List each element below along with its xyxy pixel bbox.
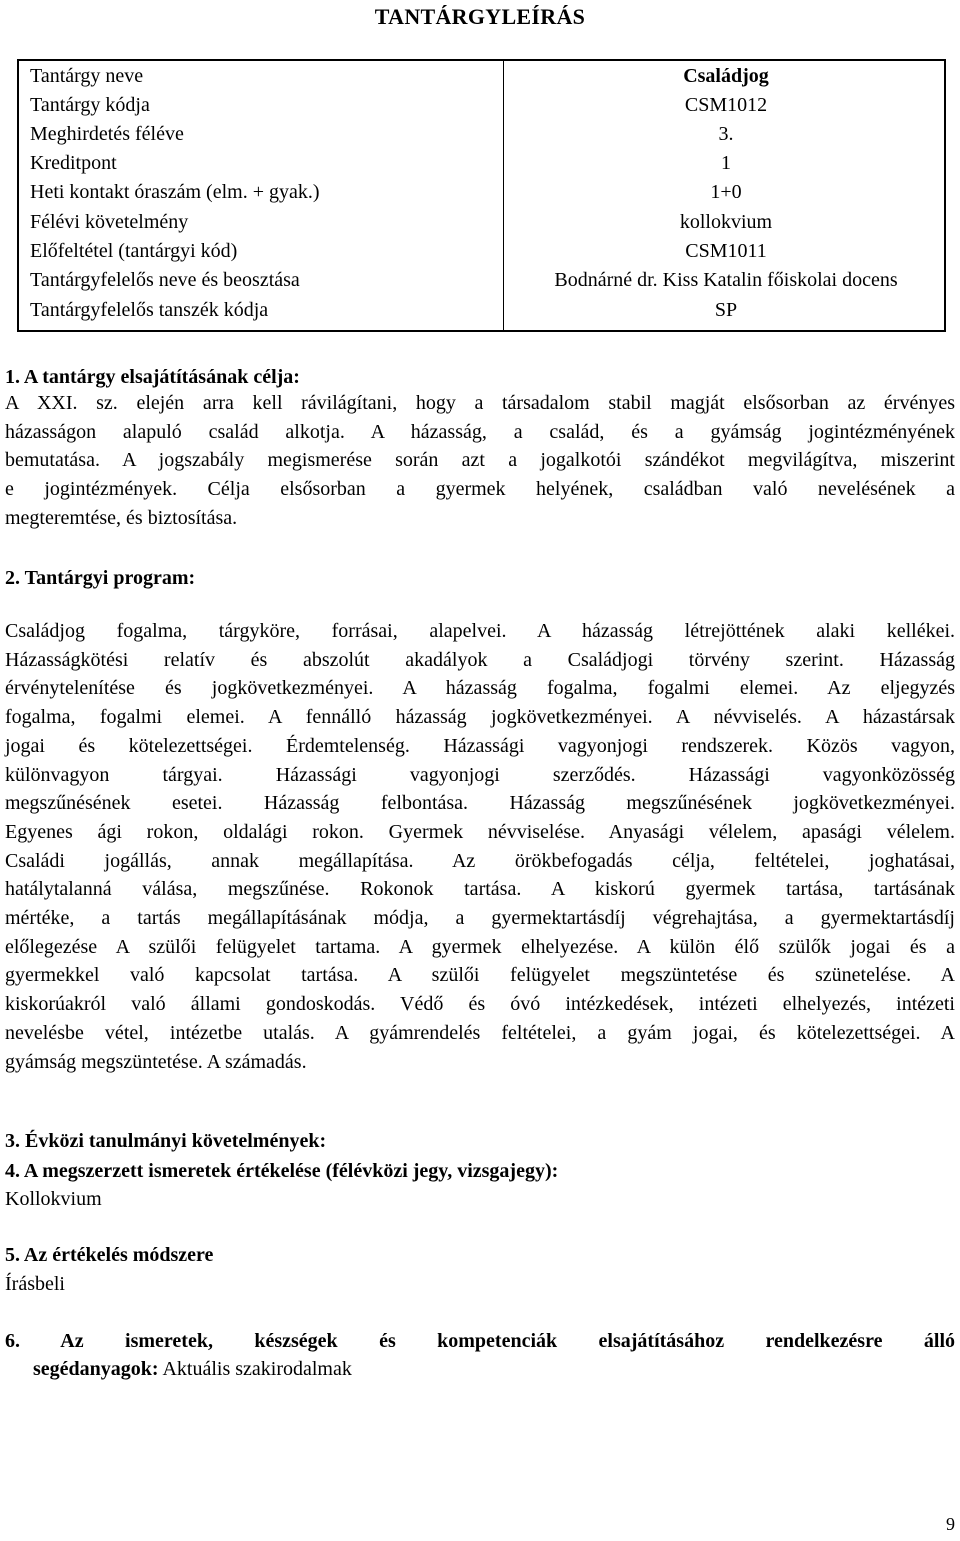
text-line: Egyenes ági rokon, oldalági rokon. Gyermek névviselése. Anyasági vélelem, apasági vélelem. [5,820,955,843]
text-line: jogai és kötelezettségei. Érdemtelenség. Házassági vagyonjogi rendszerek. Közös vagyon, [5,734,955,757]
table-row [19,266,944,295]
table-row [19,178,944,207]
row-label: Tantárgyfelelős neve és beosztása [30,269,300,291]
table-row [19,237,944,266]
text-line: különvagyon tárgyai. Házassági vagyonjogi szerződés. Házassági vagyonközösség [5,763,955,786]
section-5-text: Írásbeli [5,1273,65,1295]
section-1-heading: 1. A tantárgy elsajátításának célja: [5,366,300,388]
text-line: megszűnésének esetei. Házasság felbontása. Házasság megszűnésének jogkövetkezményei. [5,792,955,815]
row-label: Meghirdetés féléve [30,123,184,145]
section-6 [5,1327,955,1383]
row-label: Tantárgy kódja [30,94,150,116]
section-5-heading: 5. Az értékelés módszere [5,1244,214,1266]
table-row [19,296,944,325]
text-line: mértéke, a tartás megállapításának módja, a gyermektartásdíj végrehajtása, a gyermektartásdíj [5,907,955,930]
section-6-heading: 6. Az ismeretek, készségek és kompetenciák elsajátításához rendelkezésre álló [5,1330,955,1352]
row-label: Tantárgyfelelős tanszék kódja [30,299,269,321]
row-label: Félévi követelmény [30,211,189,233]
text-line: Családjog fogalma, tárgyköre, forrásai, alapelvei. A házasság létrejöttének alaki kellékei. [5,620,955,642]
text-line: Családi jogállás, annak megállapítása. Az örökbefogadás célja, feltételei, joghatásai, [5,849,955,872]
text-line: kiskorúakról való állami gondoskodás. Védő és óvó intézkedések, intézeti elhelyezés, intézeti [5,993,955,1016]
text-line: házasságon alapuló család alkotja. A házasság, a család, és a gyámság jogintézményének [5,420,955,443]
section-2-heading: 2. Tantárgyi program: [5,567,196,589]
text-line: előlegezése A szülői felügyelet tartama. A gyermek elhelyezése. A külön élő szülők jogai és a [5,935,955,958]
text-line: gyermekkel való kapcsolat tartása. A szülői felügyelet megszüntetése és szünetelése. A [5,964,955,987]
text-line: hatálytalanná válása, megszűnése. Rokonok tartása. A kiskorú gyermek tartása, tartásának [5,878,955,901]
page-title: TANTÁRGYLEÍRÁS [374,4,586,29]
row-label: Tantárgy neve [30,65,144,87]
section-4-text: Kollokvium [5,1188,102,1210]
row-value: 1+0 [710,181,742,203]
text-line: nevelésbe vétel, intézetbe utalás. A gyámrendelés feltételei, a gyám jogai, és kötelezettségei. A [5,1021,955,1044]
text-line: Házasságkötési relatív és abszolút akadályok a Családjogi törvény szerint. Házasság [5,648,955,671]
text-line: érvénytelenítése és jogkövetkezményei. A házasság fogalma, fogalmi elemei. Az eljegyzés [5,677,955,700]
text-line: megteremtése, és biztosítása. [5,506,238,529]
row-value: Bodnárné dr. Kiss Katalin főiskolai docens [554,269,898,291]
section-6-heading-cont: segédanyagok: [33,1358,159,1380]
row-value: 1 [721,152,731,174]
row-value: kollokvium [679,211,773,233]
text-line: bemutatása. A jogszabály megismerése során azt a jogalkotói szándékot megvilágítva, miszerint [5,449,955,472]
text-line: A XXI. sz. elején arra kell rávilágítani, hogy a társadalom stabil magját elsősorban az érvényes [5,392,955,414]
table-row [19,149,944,178]
text-line: fogalma, fogalmi elemei. A fennálló házasság jogkövetkezményei. A névviselés. A házastársak [5,706,955,729]
page-number: 9 [946,1514,955,1534]
text-line: e jogintézmények. Célja elsősorban a gyermek helyének, családban való nevelésének a [5,478,955,501]
row-value: SP [714,299,738,321]
section-3-heading: 3. Évközi tanulmányi követelmények: [5,1130,327,1152]
row-value: CSM1011 [685,240,767,262]
row-value: CSM1012 [684,94,768,116]
row-value: Családjog [683,65,769,87]
section-1-text [5,389,955,533]
course-info-table [17,59,946,332]
section-2-text [5,617,955,1076]
row-label: Előfeltétel (tantárgyi kód) [30,240,238,262]
section-6-text: Aktuális szakirodalmak [158,1358,352,1380]
row-value: 3. [718,123,734,145]
section-6-text-line [5,1355,955,1383]
table-row [19,120,944,149]
row-label: Heti kontakt óraszám (elm. + gyak.) [30,181,320,203]
table-row [19,62,944,91]
section-4-heading: 4. A megszerzett ismeretek értékelése (félévközi jegy, vizsgajegy): [5,1160,559,1182]
text-line: gyámság megszüntetése. A számadás. [5,1050,307,1073]
table-row [19,208,944,237]
table-row [19,91,944,120]
row-label: Kreditpont [30,152,117,174]
